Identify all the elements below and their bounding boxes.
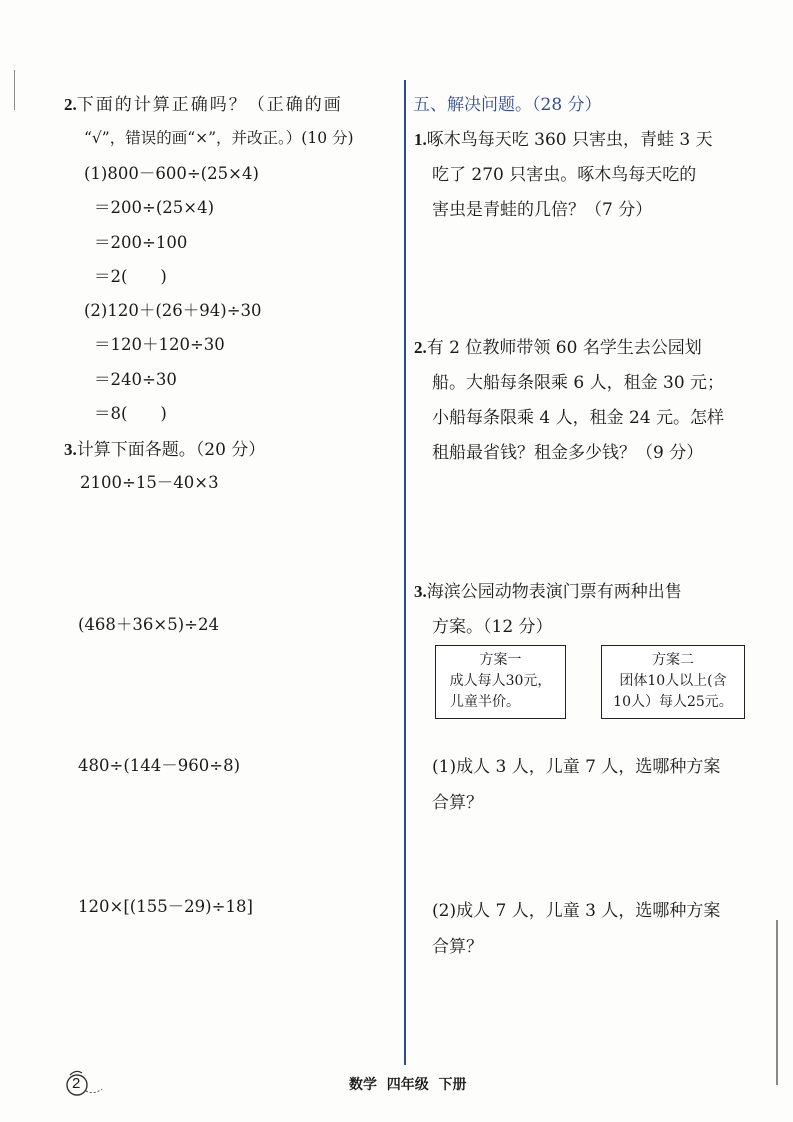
scan-edge-mark-right [776,920,778,1085]
question-2-heading [64,90,343,115]
question-2-heading-line2: “√”，错误的画“×”，并改正。）(10 分) [84,129,354,147]
plan-line: 儿童半价。 [450,694,520,710]
question-number: 2. [414,338,427,357]
footer-label: 数学 四年级 下册 [349,1077,467,1093]
problem-text: 海滨公园动物表演门票有两种出售 [426,582,682,602]
page-number-badge [66,1065,106,1101]
plan-two-box [601,645,745,719]
calc-line: ＝200÷100 [94,233,188,252]
question-3-heading [64,435,265,460]
subquestion-1-line: (1)成人 3 人，儿童 7 人，选哪种方案 [432,757,721,777]
problem-3-line [414,577,682,602]
plan-title: 方案二 [652,652,694,668]
calc-line: (1)800－600÷(25×4) [84,164,259,183]
calc-line: (2)120＋(26＋94)÷30 [84,301,262,320]
plan-title: 方案一 [479,652,522,668]
calc-line: ＝200÷(25×4) [94,198,215,217]
problem-1-line: 吃了 270 只害虫。啄木鸟每天吃的 [432,165,697,185]
question-number: 1. [414,130,427,149]
problem-2-line: 租船最省钱？租金多少钱？（9 分） [432,443,704,463]
problem-1-line: 害虫是青蛙的几倍？（7 分） [432,200,653,220]
problem-3-line: 方案。（12 分） [432,617,553,637]
calc-line: ＝240÷30 [94,370,177,389]
question-text: 下面的计算正确吗？（正确的画 [76,95,343,115]
question-number: 2. [64,95,77,114]
question-number: 3. [64,440,77,459]
plan-line: 成人每人30元， [449,673,552,689]
problem-2-line [414,333,702,358]
calc-line-answer-blank[interactable]: ＝8( ) [94,404,167,423]
calc-line: ＝120＋120÷30 [94,335,225,354]
plan-line: 10人）每人25元。 [613,694,733,710]
question-number: 3. [414,582,427,601]
page-number: 2 [72,1075,81,1092]
calc-line-answer-blank[interactable]: ＝2( ) [94,267,167,286]
question-text: 计算下面各题。（20 分） [76,440,266,460]
calc-item[interactable]: 2100÷15－40×3 [80,473,219,492]
problem-text: 有 2 位教师带领 60 名学生去公园划 [426,338,702,358]
problem-1-line [414,125,713,150]
subquestion-1-line: 合算？ [432,793,483,813]
calc-item[interactable]: (468＋36×5)÷24 [78,615,220,634]
plan-one-box [435,645,566,719]
problem-2-line: 小船每条限乘 4 人，租金 24 元。怎样 [432,408,725,428]
calc-item[interactable]: 480÷(144－960÷8) [78,756,241,775]
plan-line: 团体10人以上(含 [619,673,727,689]
calc-item[interactable]: 120×[(155－29)÷18] [78,897,253,916]
subquestion-2-line: (2)成人 7 人，儿童 3 人，选哪种方案 [432,901,721,921]
problem-2-line: 船。大船每条限乘 6 人，租金 30 元； [432,373,725,393]
column-divider [404,80,406,1065]
scan-edge-mark-left [14,70,15,110]
problem-text: 啄木鸟每天吃 360 只害虫，青蛙 3 天 [426,130,713,150]
section-title: 五、解决问题。（28 分） [413,95,602,115]
subquestion-2-line: 合算？ [432,937,483,957]
